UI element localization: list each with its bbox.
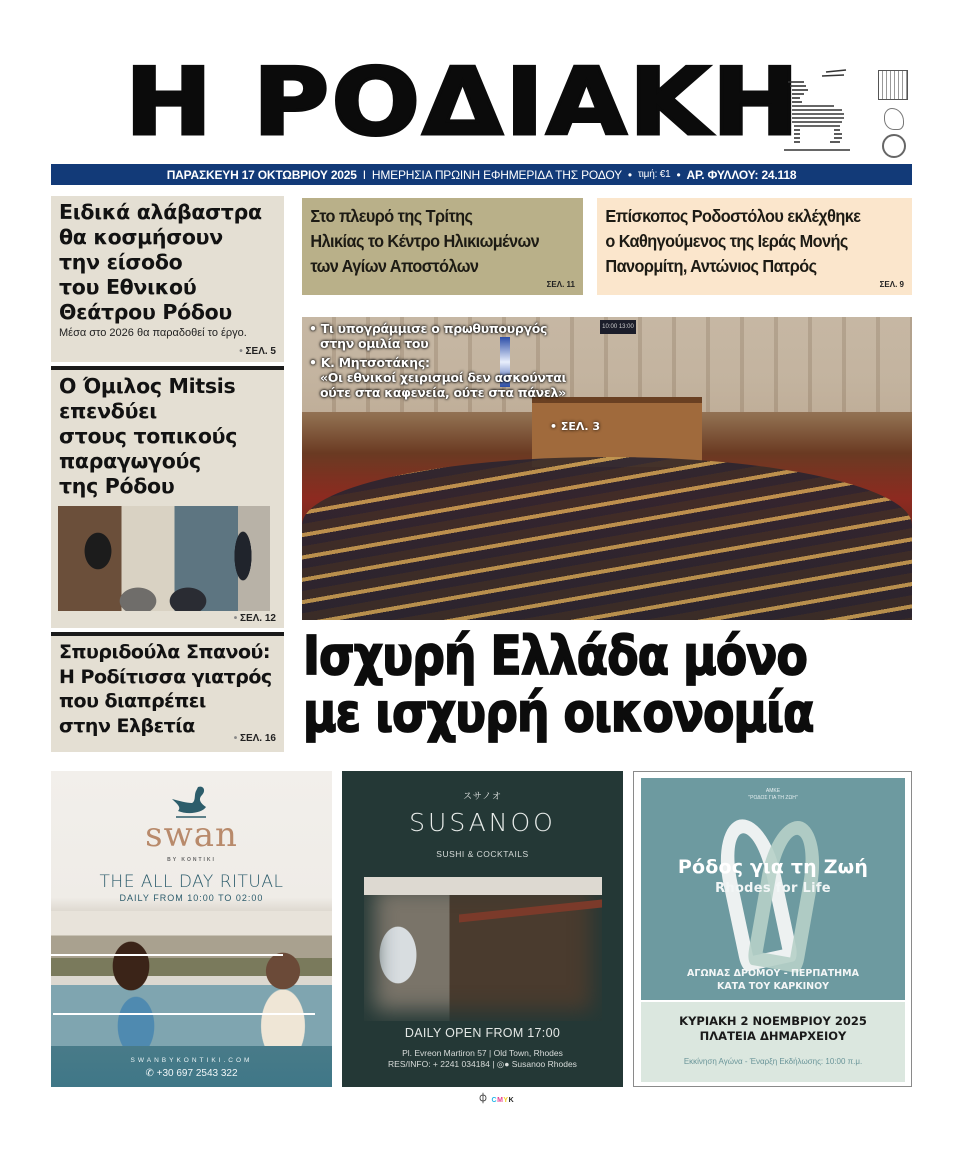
page-reference: • ΣΕΛ. 12 (234, 613, 276, 624)
description-line: ΑΓΩΝΑΣ ΔΡΟΜΟΥ - ΠΕΡΠΑΤΗΜΑ (687, 968, 859, 979)
certificate-icon (878, 70, 908, 100)
page-reference: ΣΕΛ. 11 (546, 280, 575, 289)
registration-mark-icon: ⏀ (478, 1094, 489, 1105)
susanoo-contact (342, 1048, 623, 1070)
event-description (641, 967, 905, 993)
black-mark: K (508, 1097, 515, 1104)
story-elderly-centre[interactable] (302, 198, 583, 295)
deer-icon (778, 64, 854, 156)
headline-line: Στο πλευρό της Τρίτης (310, 206, 473, 226)
magenta-mark: M (497, 1097, 504, 1104)
story-headline (51, 370, 284, 499)
headline-line: Ηλικίας το Κέντρο Ηλικιωμένων (310, 231, 540, 251)
susanoo-subtitle: SUSHI & COCKTAILS (436, 849, 529, 859)
clock-screen: 10:00 13:00 (600, 320, 636, 334)
caption-line: «Οι εθνικοί χειρισμοί δεν ασκούνται (320, 370, 567, 385)
event-date-place (641, 1014, 905, 1044)
susanoo-katakana: スサノオ (462, 791, 503, 801)
story-headline (51, 636, 284, 738)
yellow-mark: Y (503, 1097, 509, 1104)
issue-number: ΑΡ. ΦΥΛΛΟΥ: 24.118 (686, 167, 797, 182)
swan-tagline: THE ALL DAY RITUAL (99, 872, 284, 892)
rhodes-for-life-banner (641, 778, 905, 1000)
certification-marks (876, 68, 912, 160)
event-title-english: Rhodes for Life (715, 881, 831, 896)
swan-brand-name: swan (145, 815, 238, 855)
headline-line: Ισχυρή Ελλάδα μόνο (303, 626, 807, 687)
headline-line: Ο Όμιλος Mitsis (59, 374, 236, 398)
tagline: ΗΜΕΡΗΣΙΑ ΠΡΩΙΝΗ ΕΦΗΜΕΡΙΔΑ ΤΗΣ ΡΟΔΟΥ (371, 167, 622, 182)
susanoo-hours: DAILY OPEN FROM 17:00 (404, 1026, 561, 1040)
description-line: ΚΑΤΑ ΤΟΥ ΚΑΡΚΙΝΟΥ (716, 981, 830, 992)
parliament-photo[interactable] (302, 317, 912, 620)
headline-line: Επίσκοπος Ροδοστόλου εκλέχθηκε (605, 206, 861, 226)
headline-line: στην Ελβετία (59, 714, 195, 737)
price: τιμή: €1 (637, 169, 671, 180)
headline-line: Θεάτρου Ρόδου (59, 300, 232, 324)
headline-line: Η Ροδίτισσα γιατρός (59, 665, 272, 688)
caption-line: • Κ. Μητσοτάκης: (309, 355, 430, 370)
headline-line: ο Καθηγούμενος της Ιεράς Μονής (605, 231, 848, 251)
headline-line: παραγωγούς (59, 449, 201, 473)
date-bar (51, 164, 912, 185)
headline-line: που διαπρέπει (59, 690, 206, 712)
ad-swan-by-kontiki[interactable] (51, 771, 332, 1087)
ad-susanoo[interactable] (342, 771, 623, 1087)
swan-by-line: BY KONTIKI (167, 857, 216, 863)
caption-line: ούτε στα καφενεία, ούτε στα πάνελ» (320, 385, 566, 400)
ad-rhodes-for-life[interactable] (633, 771, 912, 1087)
headline-line: Σπυριδούλα Σπανού: (59, 641, 270, 663)
cmyk-print-marks (478, 1090, 514, 1105)
caption-line: • Τι υπογράμμισε ο πρωθυπουργός (309, 321, 548, 336)
story-alabaster-theatre[interactable] (51, 196, 284, 362)
story-headline (597, 198, 890, 279)
story-headline (51, 196, 284, 325)
headline-line: της Ρόδου (59, 474, 175, 498)
eaia-bird-icon (884, 108, 904, 130)
headline-line: με ισχυρή οικονομία (303, 683, 814, 744)
separator: I (362, 167, 366, 182)
page-reference: ΣΕΛ. 9 (879, 280, 904, 289)
headline-line: επενδύει (59, 399, 157, 423)
headline-line: θα κοσμήσουν (59, 225, 223, 249)
masthead-area (125, 48, 802, 162)
story-headline (302, 198, 563, 279)
susanoo-brand-name: SUSANOO (409, 808, 556, 837)
divider (53, 1013, 315, 1015)
headline-line: Πανορμίτη, Αντώνιος Πατρός (605, 256, 817, 276)
story-subtitle: Μέσα στο 2026 θα παραδοθεί το έργο. (59, 327, 247, 339)
org-line: ΑΜΚΕ (765, 788, 781, 794)
cyan-mark: C (491, 1097, 498, 1104)
event-date: ΚΥΡΙΑΚΗ 2 ΝΟΕΜΒΡΙΟΥ 2025 (679, 1014, 867, 1028)
organization-name (641, 788, 905, 802)
headline-line: την είσοδο (59, 250, 183, 274)
page-reference: • ΣΕΛ. 3 (550, 420, 601, 433)
bullet: • (627, 167, 632, 182)
headline-line: του Εθνικού (59, 275, 197, 299)
mitsis-event-photo (58, 506, 270, 611)
divider (51, 954, 283, 956)
org-line: "ΡΟΔΟΣ ΓΙΑ ΤΗ ΖΩΗ" (748, 795, 798, 801)
headline-line: των Αγίων Αποστόλων (310, 256, 479, 276)
swan-couple-photo (51, 911, 332, 1046)
photo-seats (302, 457, 912, 620)
story-bishop-elected[interactable] (597, 198, 912, 295)
seal-icon (882, 134, 906, 158)
swan-hours: DAILY FROM 10:00 TO 02:00 (119, 893, 264, 903)
newspaper-title[interactable]: Η ΡΟΔΙΑΚΗ (125, 48, 802, 156)
event-start-time: Εκκίνηση Αγώνα - Έναρξη Εκδήλωσης: 10:00 π.μ. (683, 1057, 863, 1066)
event-title: Ρόδος για τη Ζωή (677, 856, 869, 878)
issue-date: ΠΑΡΑΣΚΕΥΗ 17 ΟΚΤΩΒΡΙΟΥ 2025 (166, 167, 357, 182)
story-mitsis-group[interactable] (51, 366, 284, 628)
swan-website[interactable]: SWANBYKONTIKI.COM (130, 1057, 253, 1064)
photo-caption (309, 321, 566, 400)
event-place: ΠΛΑΤΕΙΑ ΔΗΜΑΡΧΕΙΟΥ (699, 1029, 847, 1043)
page-reference: • ΣΕΛ. 16 (234, 733, 276, 744)
bullet: • (676, 167, 681, 182)
headline-line: στους τοπικούς (59, 424, 238, 448)
page-reference: • ΣΕΛ. 5 (239, 346, 276, 357)
susanoo-reservations[interactable]: RES/INFO: + 2241 034184 | ◎● Susanoo Rhodes (388, 1059, 577, 1069)
headline-line: Ειδικά αλάβαστρα (59, 200, 262, 224)
susanoo-address: Pl. Evreon Martiron 57 | Old Town, Rhodes (402, 1048, 563, 1058)
main-headline[interactable] (303, 628, 828, 742)
old-town-restaurant-photo (364, 877, 602, 1021)
event-details (641, 1002, 905, 1082)
story-spanou-doctor[interactable] (51, 632, 284, 752)
caption-line: στην ομιλία του (320, 336, 429, 351)
swan-phone[interactable]: ✆ +30 697 2543 322 (145, 1068, 238, 1079)
